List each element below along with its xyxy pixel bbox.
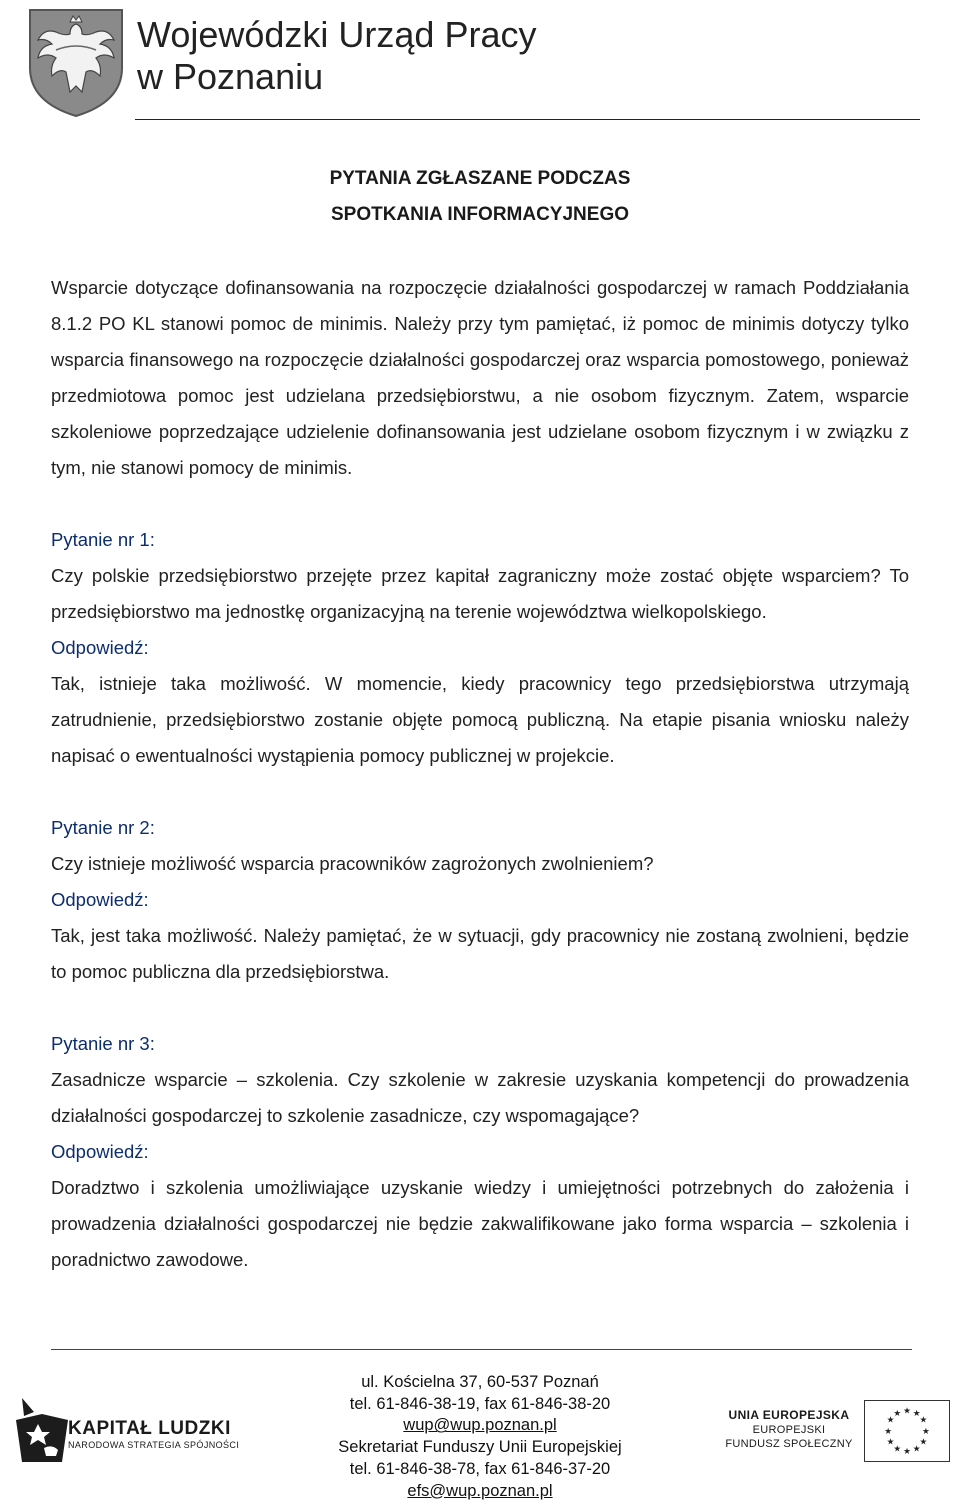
department: Sekretariat Funduszy Unii Europejskiej (338, 1438, 622, 1457)
org-name-line2: w Poznaniu (137, 56, 324, 97)
answer-label: Odpowiedź: (51, 637, 149, 658)
eu-line3: FUNDUSZ SPOŁECZNY (725, 1438, 853, 1450)
phone-main: tel. 61-846-38-19, fax 61-846-38-20 (349, 1394, 611, 1413)
answer-text: Doradztwo i szkolenia umożliwiające uzyskanie wiedzy i umiejętności potrzebnych do założenia i prowadzenia działalności gospodarczej nie będzie zakwalifikowane jako forma wsparcia – szkolenia i poradnictwo zawodowe. (51, 1177, 909, 1270)
email-department-link[interactable]: efs@wup.poznan.pl (407, 1481, 553, 1500)
svg-text:★: ★ (893, 1409, 902, 1419)
title-line2: SPOTKANIA INFORMACYJNEGO (330, 204, 630, 225)
address: ul. Kościelna 37, 60-537 Poznań (361, 1373, 599, 1391)
question-heading: Pytanie nr 3: (51, 1033, 155, 1054)
svg-text:★: ★ (903, 1406, 911, 1417)
org-name (137, 14, 536, 98)
question-text: Zasadnicze wsparcie – szkolenia. Czy szkolenie w zakresie uzyskania kompetencji do prowadzenia działalności gospodarczej to szkolenie zasadnicze, czy wspomagające? (51, 1069, 909, 1126)
question-block-2 (51, 810, 909, 990)
title-line1: PYTANIA ZGŁASZANE PODCZAS (329, 168, 631, 189)
question-heading: Pytanie nr 1: (51, 529, 155, 550)
eu-flag-icon (864, 1400, 950, 1462)
eu-line2: EUROPEJSKI (752, 1424, 826, 1436)
svg-text:★: ★ (912, 1409, 921, 1419)
svg-text:★: ★ (912, 1444, 921, 1455)
document-title (0, 161, 960, 233)
answer-text: Tak, jest taka możliwość. Należy pamiętać, że w sytuacji, gdy pracownicy nie zostaną zwolnieni, będzie to pomoc publiczna dla przedsiębiorstwa. (51, 925, 909, 982)
kl-title: KAPITAŁ LUDZKI (68, 1418, 231, 1439)
kapital-ludzki-text (68, 1419, 239, 1451)
svg-text:★: ★ (884, 1426, 893, 1437)
question-block-1 (51, 522, 909, 774)
eu-title: UNIA EUROPEJSKA (728, 1408, 850, 1422)
eu-text (724, 1408, 854, 1451)
question-text: Czy polskie przedsiębiorstwo przejęte przez kapitał zagraniczny może zostać objęte wsparciem? To przedsiębiorstwo ma jednostkę organizacyjną na terenie województwa wielkopolskiego. (51, 565, 909, 622)
email-main-link[interactable]: wup@wup.poznan.pl (403, 1416, 557, 1435)
svg-text:★: ★ (919, 1437, 928, 1448)
document-body (51, 270, 909, 1278)
svg-text:★: ★ (886, 1437, 895, 1448)
svg-text:★: ★ (893, 1444, 902, 1455)
svg-text:★: ★ (886, 1415, 895, 1426)
svg-text:★: ★ (921, 1426, 930, 1437)
kapital-ludzki-logo-icon (12, 1394, 72, 1464)
answer-label: Odpowiedź: (51, 889, 149, 910)
svg-text:★: ★ (903, 1447, 911, 1458)
footer (0, 1372, 960, 1505)
question-text: Czy istnieje możliwość wsparcia pracowników zagrożonych zwolnieniem? (51, 853, 654, 874)
contact-block (300, 1372, 660, 1502)
phone-department: tel. 61-846-38-78, fax 61-846-37-20 (349, 1459, 611, 1478)
question-block-3 (51, 1026, 909, 1278)
header-divider (135, 119, 920, 120)
intro-paragraph: Wsparcie dotyczące dofinansowania na rozpoczęcie działalności gospodarczej w ramach Poddziałania 8.1.2 PO KL stanowi pomoc de minimis. Należy przy tym pamiętać, iż pomoc de minimis dotyczy tylko wsparcia finansowego na rozpoczęcie działalności gospodarczej oraz wsparcia pomostowego, ponieważ przedmiotowa pomoc jest udzielana przedsiębiorstwu, a nie osobom fizycznym. Zatem, wsparcie szkoleniowe poprzedzające udzielenie dofinansowania jest udzielane osobom fizycznym i w związku z tym, nie stanowi pomocy de minimis. (51, 277, 909, 478)
answer-label: Odpowiedź: (51, 1141, 149, 1162)
question-heading: Pytanie nr 2: (51, 817, 155, 838)
svg-text:★: ★ (919, 1415, 928, 1426)
kl-subtitle: NARODOWA STRATEGIA SPÓJNOŚCI (68, 1440, 240, 1450)
answer-text: Tak, istnieje taka możliwość. W momencie, kiedy pracownicy tego przedsiębiorstwa utrzymają zatrudnienie, przedsiębiorstwo zostanie objęte pomocą publiczną. Na etapie pisania wniosku należy napisać o ewentualności wystąpienia pomocy publicznej w projekcie. (51, 673, 909, 766)
eagle-crest-icon (26, 6, 126, 118)
footer-divider (51, 1349, 912, 1350)
letterhead (0, 0, 960, 130)
org-name-line1: Wojewódzki Urząd Pracy (137, 14, 537, 55)
